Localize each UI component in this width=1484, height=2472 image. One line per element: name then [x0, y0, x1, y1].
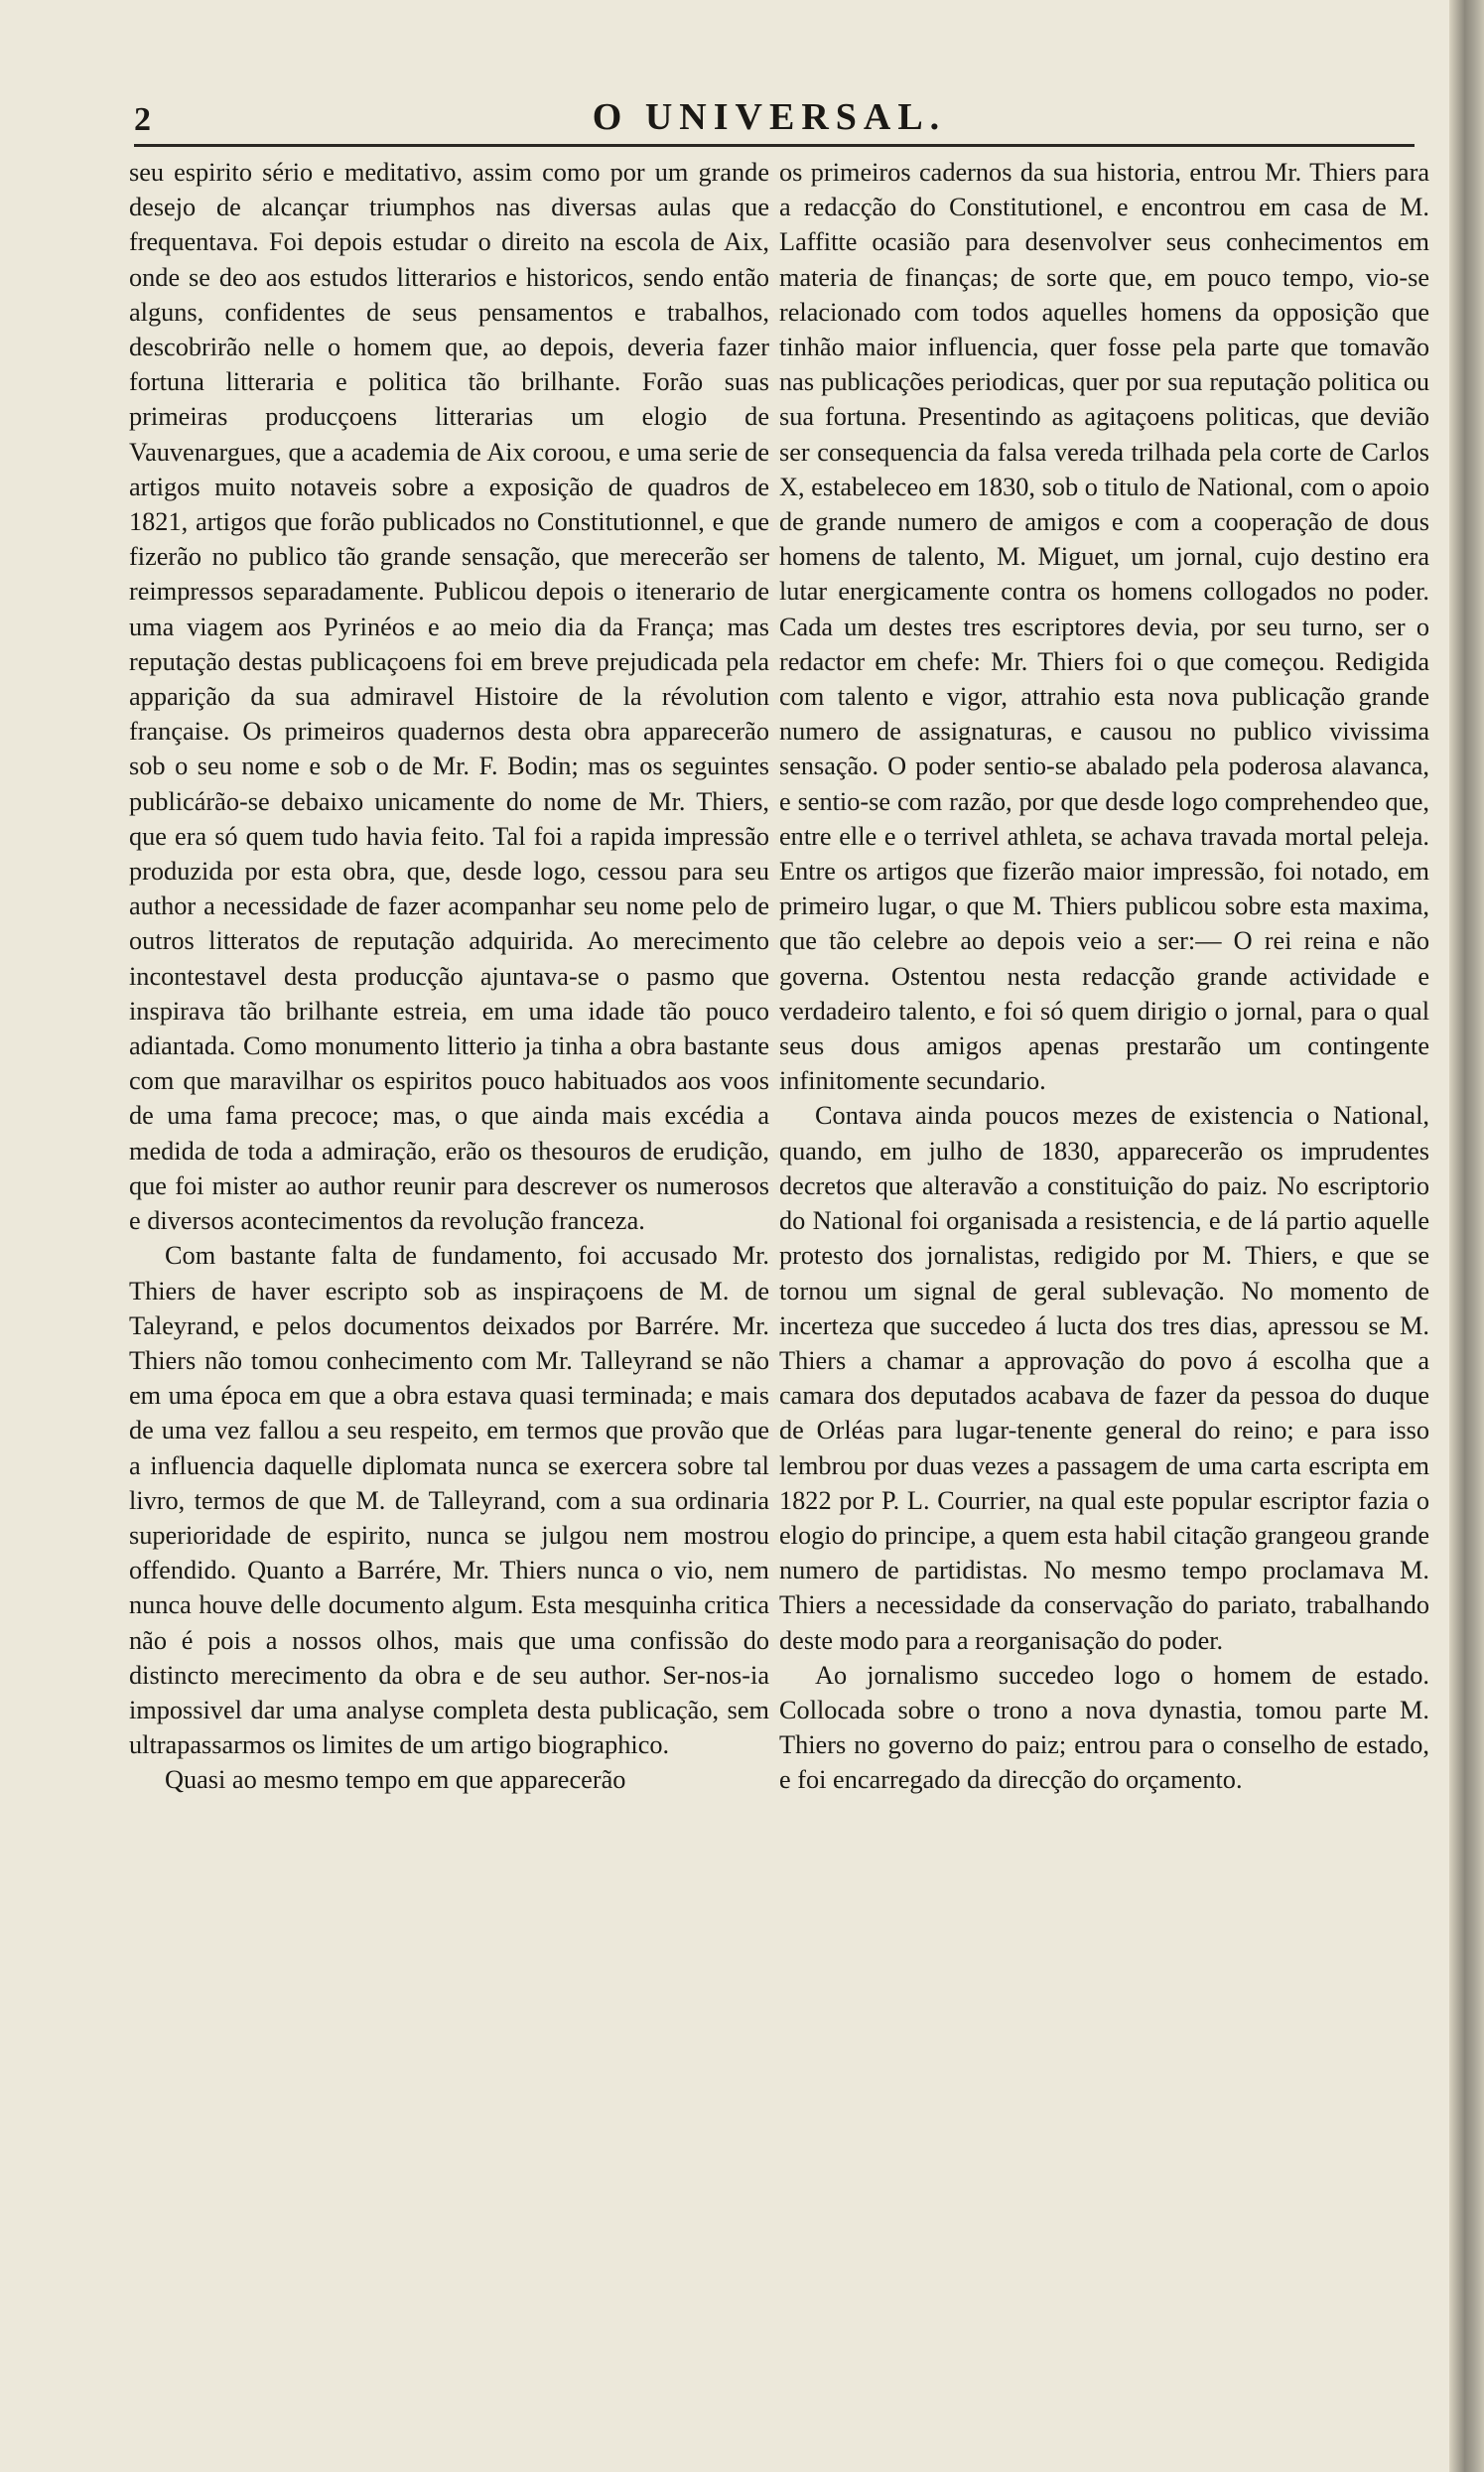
masthead-title: O UNIVERSAL.: [592, 96, 947, 138]
left-column: [129, 155, 769, 1798]
page-header: [134, 91, 1415, 147]
page-number: 2: [134, 101, 151, 138]
header-rule: [134, 144, 1415, 147]
right-paragraph-1: os primeiros cadernos da sua historia, entrou Mr. Thiers para a redacção do Constitutionel, e encontrou em casa de M. Laffitte ocasião para desenvolver seus conhecimentos em materia de finanças; de sorte que, em pouco tempo, vio-se relacionado com todos aquelles homens da opposição que tinhão maior influencia, quer fosse pela parte que tomavão nas publicações periodicas, quer por sua reputação politica ou sua fortuna. Presentindo as agitaçoens politicas, que devião ser consequencia da falsa vereda trilhada pela corte de Carlos X, estabeleceo em 1830, sob o titulo de National, com o apoio de grande numero de amigos e com a cooperação de dous homens de talento, M. Miguet, um jornal, cujo destino era lutar energicamente contra os homens collogados no poder. Cada um destes tres escriptores devia, por seu turno, ser o redactor em chefe: Mr. Thiers foi o que começou. Redigida com talento e vigor, attrahio esta nova publicação grande numero de assignaturas, e causou no publico vivissima sensação. O poder sentio-se abalado pela poderosa alavanca, e sentio-se com razão, por que desde logo comprehendeo que, entre elle e o terrivel athleta, se achava travada mortal peleja. Entre os artigos que fizerão maior impressão, foi notado, em primeiro lugar, o que M. Thiers publicou sobre esta maxima, que tão celebre ao depois veio a ser:— O rei reina e não governa. Ostentou nesta redacção grande actividade e verdadeiro talento, e foi só quem dirigio o jornal, para o qual seus dous amigos apenas prestarão um contingente infinitomente secundario.: [779, 158, 1429, 1096]
right-paragraph-2: Contava ainda poucos mezes de existencia o National, quando, em julho de 1830, apparecerão os imprudentes decretos que alteravão a constituição do paiz. No escriptorio do National foi organisada a resistencia, e de lá partio aquelle protesto dos jornalistas, redigido por M. Thiers, e que se tornou um signal de geral sublevação. No momento de incerteza que succedeo á lucta dos tres dias, apressou se M. Thiers a chamar a approvação do povo á escolha que a camara dos deputados acabava de fazer da pessoa do duque de Orléas para lugar-tenente general do reino; e para isso lembrou por duas vezes a passagem de uma carta escripta em 1822 por P. L. Courrier, na qual este popular escriptor fazia o elogio do principe, a quem esta habil citação grangeou grande numero de partidistas. No mesmo tempo proclamava M. Thiers a necessidade da conservação do pariato, trabalhando deste modo para a reorganisação do poder.: [779, 1101, 1429, 1655]
page-edge-shadow: [1449, 0, 1484, 2472]
left-paragraph-3: Quasi ao mesmo tempo em que apparecerão: [165, 1765, 626, 1795]
right-paragraph-3: Ao jornalismo succedeo logo o homem de estado. Collocada sobre o trono a nova dynastia, tomou parte M. Thiers no governo do paiz; entrou para o conselho de estado, e foi encarregado da direcção do orçamento.: [779, 1660, 1429, 1795]
left-paragraph-2: Com bastante falta de fundamento, foi accusado Mr. Thiers de haver escripto sob as inspiraçoens de M. de Taleyrand, e pelos documentos deixados por Barrére. Mr. Thiers não tomou conhecimento com Mr. Talleyrand se não em uma época em que a obra estava quasi terminada; e mais de uma vez fallou a seu respeito, em termos que provão que a influencia daquelle diplomata nunca se exercera sobre tal livro, termos de que M. de Talleyrand, com a sua ordinaria superioridade de espirito, nunca se julgou nem mostrou offendido. Quanto a Barrére, Mr. Thiers nunca o vio, nem nunca houve delle documento algum. Esta mesquinha critica não é pois a nossos olhos, mais que uma confissão do distincto merecimento da obra e de seu author. Ser-nos-ia impossivel dar uma analyse completa desta publicação, sem ultrapassarmos os limites de um artigo biographico.: [129, 1241, 769, 1760]
right-column: [779, 155, 1429, 1798]
left-paragraph-1: seu espirito sério e meditativo, assim como por um grande desejo de alcançar triumphos nas diversas aulas que frequentava. Foi depois estudar o direito na escola de Aix, onde se deo aos estudos litterarios e historicos, sendo então alguns, confidentes de seus pensamentos e trabalhos, descobrirão nelle o homem que, ao depois, deveria fazer fortuna litteraria e politica tão brilhante. Forão suas primeiras producçoens litterarias um elogio de Vauvenargues, que a academia de Aix coroou, e uma serie de artigos muito notaveis sobre a exposição de quadros de 1821, artigos que forão publicados no Constitutionnel, e que fizerão no publico tão grande sensação, que merecerão ser reimpressos separadamente. Publicou depois o itenerario de uma viagem aos Pyrinéos e ao meio dia da França; mas reputação destas publicaçoens foi em breve prejudicada pela apparição da sua admiravel Histoire de la révolution française. Os primeiros quadernos desta obra apparecerão sob o seu nome e sob o de Mr. F. Bodin; mas os seguintes publicárão-se debaixo unicamente do nome de Mr. Thiers, que era só quem tudo havia feito. Tal foi a rapida impressão produzida por esta obra, que, desde logo, cessou para seu author a necessidade de fazer acompanhar seu nome pelo de outros litteratos de reputação adquirida. Ao merecimento incontestavel desta producção ajuntava-se o pasmo que inspirava tão brilhante estreia, em uma idade tão pouco adiantada. Como monumento litterio ja tinha a obra bastante com que maravilhar os espiritos pouco habituados aos voos de uma fama precoce; mas, o que ainda mais excédia a medida de toda a admiração, erão os thesouros de erudição, que foi mister ao author reunir para descrever os numerosos e diversos acontecimentos da revolução franceza.: [129, 158, 769, 1236]
